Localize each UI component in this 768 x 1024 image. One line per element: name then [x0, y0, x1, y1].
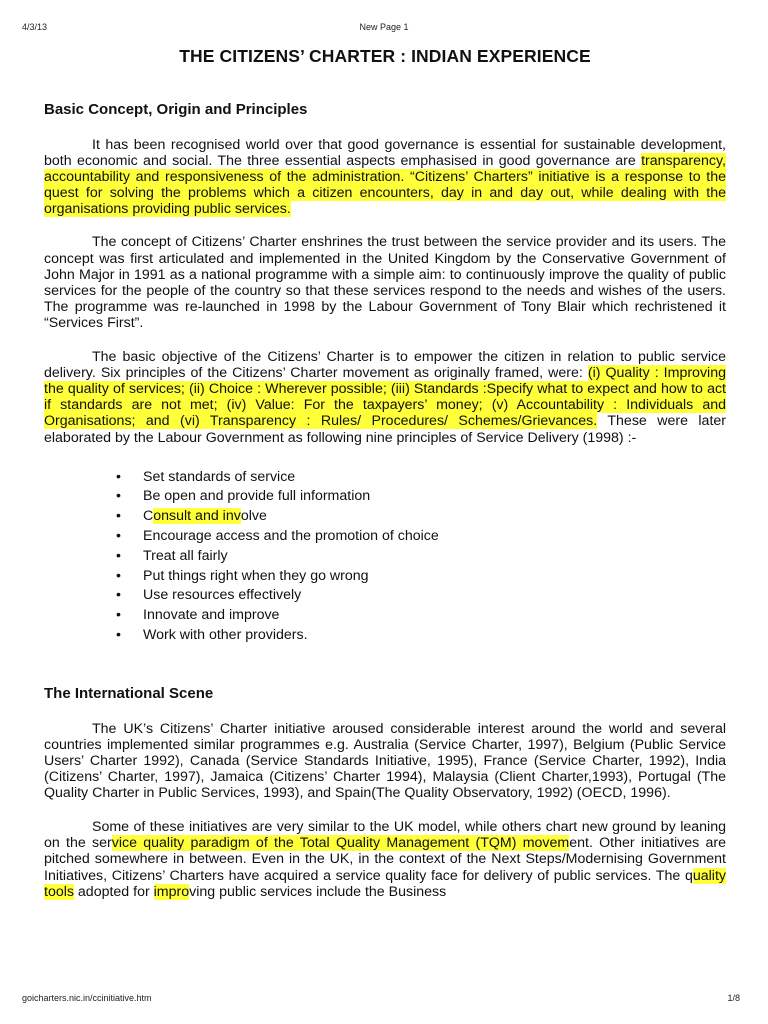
- paragraph-concept-origin: The concept of Citizens’ Charter enshrines the trust between the service provider and its users. The concept was first articulated and implemented in the United Kingdom by the Conservative Government of John Major in 1991 as a national programme with a simple aim: to continuously improve the quality of public services for the people of the country so that these services respond to the needs and wishes of the users. The programme was re-launched in 1998 by the Labour Government of Tony Blair which rechristened it “Services First”.: [44, 234, 726, 331]
- print-page-number: 1/8: [727, 993, 740, 1003]
- service-delivery-principles-list: [44, 468, 726, 646]
- section-heading-basic-concept: Basic Concept, Origin and Principles: [44, 101, 308, 118]
- list-item: • Innovate and improve: [44, 606, 726, 626]
- paragraph-six-principles: The basic objective of the Citizens’ Charter is to empower the citizen in relation to public service delivery. Six principles of the Citizens’ Charter movement as originally framed, were: (i) Quality : Improving the quality of services; (ii) Choice : Wherever possible; (iii) Standards :Specify what to expect and how to act if standards are not met; (iv) Value: For the taxpayers’ money; (v) Accountability : Individuals and Organisations; and (vi) Transparency : Rules/ Procedures/ Schemes/Grievances. These were later elaborated by the Labour Government as following nine principles of Service Delivery (1998) :-: [44, 349, 726, 446]
- highlighted-text: transparency, accountability and responsiveness of the administration.: [44, 153, 726, 186]
- list-item: • Be open and provide full information: [44, 487, 726, 507]
- paragraph-uk-initiative: The UK’s Citizens’ Charter initiative aroused considerable interest around the world and several countries implemented similar programmes e.g. Australia (Service Charter, 1997), Belgium (Public Service Users’ Charter 1992), Canada (Service Standards Initiative, 1995), France (Service Charter, 1992), India (Citizens’ Charter, 1997), Jamaica (Citizens’ Charter 1994), Malaysia (Client Charter,1993), Portugal (The Quality Charter in Public Services, 1993), and Spain(The Quality Observatory, 1992) (OECD, 1996).: [44, 720, 726, 802]
- section-heading-international-scene: The International Scene: [44, 684, 214, 702]
- list-item: • Use resources effectively: [44, 586, 726, 606]
- print-page-title: New Page 1: [359, 22, 409, 32]
- list-item: • Work with other providers.: [44, 626, 726, 646]
- document-title: THE CITIZENS’ CHARTER : INDIAN EXPERIENCE: [179, 46, 591, 66]
- highlighted-text: “Citizens’ Charters” initiative is a response to the quest for solving the problems which a citizen encounters, day in and day out, while dealing with the organisations providing public services.: [44, 169, 726, 218]
- print-date: 4/3/13: [22, 22, 48, 32]
- document-body: [44, 46, 726, 900]
- list-item: • Consult and involve: [44, 507, 726, 527]
- paragraph-good-governance: It has been recognised world over that good governance is essential for sustainable development, both economic and social. The three essential aspects emphasised in good governance are transparency, accountability and responsiveness of the administration. “Citizens’ Charters” initiative is a response to the quest for solving the problems which a citizen encounters, day in and day out, while dealing with the organisations providing public services.: [44, 137, 726, 218]
- highlighted-text: onsult and inv: [153, 508, 241, 525]
- list-item: • Put things right when they go wrong: [44, 567, 726, 587]
- list-item: • Treat all fairly: [44, 547, 726, 567]
- highlighted-text: (i) Quality : Improving the quality of services; (ii) Choice : Wherever possible; (iii) Standards :Specify what to expect and how to act if standards are not met; (iv) Value: For the taxpayers’ money; (v) Accountability : Individuals and Organisations; and (vi) Transparency : Rules/ Procedures/ Schemes/Grievances.: [44, 365, 726, 430]
- highlighted-text: impro: [153, 883, 190, 900]
- list-item: • Set standards of service: [44, 468, 726, 488]
- print-url: goicharters.nic.in/ccinitiative.htm: [22, 993, 152, 1003]
- list-item: • Encourage access and the promotion of choice: [44, 527, 726, 547]
- highlighted-text: vice quality paradigm of the Total Quality Management (TQM) movem: [111, 835, 570, 852]
- highlighted-text: uality tools: [44, 867, 726, 900]
- paragraph-similar-initiatives: Some of these initiatives are very similar to the UK model, while others chart new ground by leaning on the service quality paradigm of the Total Quality Management (TQM) movement. Other initiatives are pitched somewhere in between. Even in the UK, in the context of the Next Steps/Modernising Government Initiatives, Citizens’ Charters have acquired a service quality face for delivery of public services. The quality tools adopted for improving public services include the Business: [44, 819, 727, 900]
